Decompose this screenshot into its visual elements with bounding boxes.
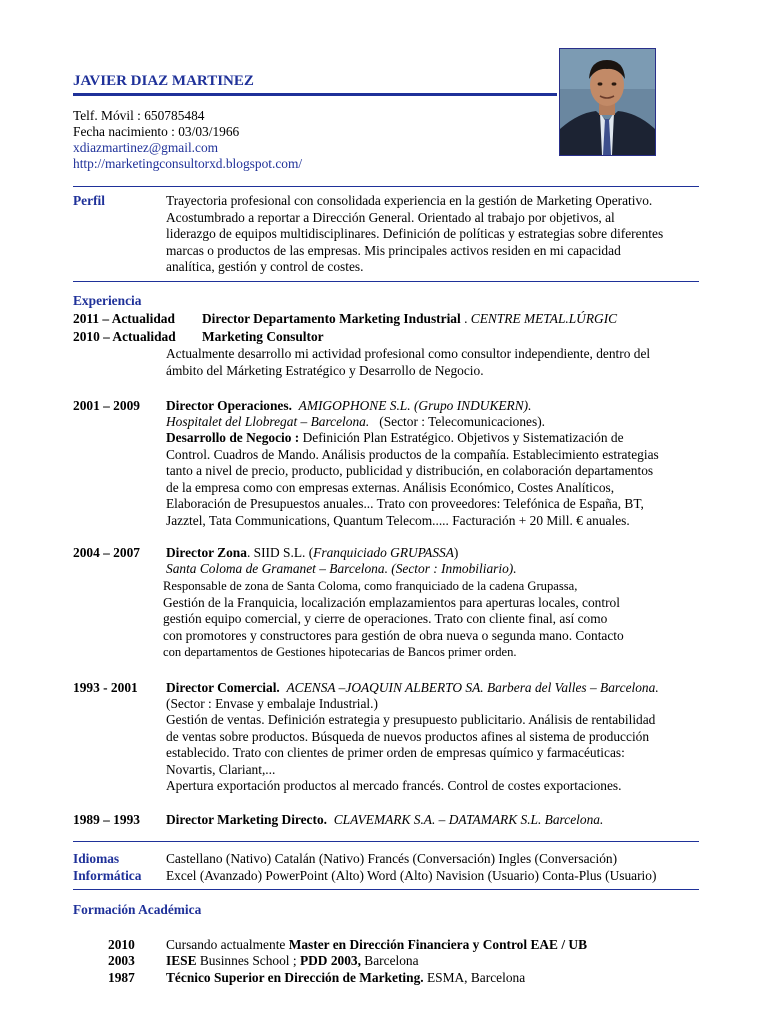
email-link[interactable]: xdiazmartinez@gmail.com — [73, 140, 219, 155]
idiomas-label: Idiomas — [73, 851, 120, 866]
job-description-line — [166, 430, 659, 447]
portrait-photo — [559, 48, 656, 156]
experience-title — [166, 680, 659, 697]
job-description-line: con departamentos de Gestiones hipotecarias de Bancos primer orden. — [163, 645, 517, 659]
education-entry — [166, 937, 587, 954]
job-role: Director Departamento Marketing Industrial — [202, 311, 461, 326]
experience-years: 2004 – 2007 — [73, 545, 140, 560]
section-divider — [73, 281, 699, 282]
idiomas-text: Castellano (Nativo) Catalán (Nativo) Francés (Conversación) Ingles (Conversación) — [166, 851, 618, 866]
job-company: . SIID S.L. ( — [246, 545, 314, 560]
education-school: Businnes School ; — [196, 953, 300, 968]
blog-link[interactable]: http://marketingconsultorxd.blogspot.com/ — [73, 156, 303, 171]
perfil-line: Acostumbrado a reportar a Dirección General. Orientado al trabajo por objetivos, al — [166, 209, 615, 225]
job-company-close: ) — [453, 545, 459, 560]
section-divider — [73, 841, 699, 842]
job-description-line: gestión equipo comercial, y cierre de operaciones. Trato con cliente final, así como — [163, 611, 608, 626]
job-separator: . — [460, 311, 471, 326]
experience-years: 1993 - 2001 — [73, 680, 138, 695]
phone-text: Telf. Móvil : 650785484 — [73, 108, 205, 123]
job-description-line: Control. Cuadros de Mando. Análisis productos de la compañía. Establecimiento estrategias — [166, 446, 659, 462]
experience-years: 2010 – Actualidad — [73, 329, 176, 344]
education-year: 2003 — [108, 953, 135, 968]
perfil-line: analítica, gestión y control de costes. — [166, 259, 364, 274]
job-role: Marketing Consultor — [202, 329, 324, 344]
informatica-label: Informática — [73, 868, 142, 883]
job-location: Hospitalet del Llobregat – Barcelona. — [166, 414, 370, 429]
job-sector: (Sector : Envase y embalaje Industrial.) — [166, 696, 378, 711]
education-entry — [166, 953, 419, 970]
job-company: AMIGOPHONE S.L. (Grupo INDUKERN). — [298, 398, 532, 413]
job-role: Director Zona — [166, 545, 247, 560]
experiencia-label: Experiencia — [73, 293, 142, 308]
job-description-lead: Desarrollo de Negocio : — [166, 430, 300, 445]
job-description-line: ámbito del Márketing Estratégico y Desarrollo de Negocio. — [166, 362, 484, 378]
education-year: 1987 — [108, 970, 135, 985]
job-description-rest: Definición Plan Estratégico. Objetivos y Sistematización de — [299, 430, 624, 445]
job-description — [163, 578, 624, 661]
perfil-line: liderazgo de equipos multidisciplinares. Definición de políticas y estrategias sobre diferentes — [166, 226, 664, 241]
perfil-line: marcas o productos de las empresas. Mis principales activos residen en mi capacidad — [166, 242, 621, 258]
education-year: 2010 — [108, 937, 135, 952]
job-role: Director Operaciones. — [166, 398, 292, 413]
experience-title — [166, 812, 603, 829]
experience-years: 1989 – 1993 — [73, 812, 140, 827]
job-description — [166, 430, 659, 529]
experience-title — [166, 398, 531, 415]
job-description-line: Novartis, Clariant,... — [166, 761, 276, 777]
section-divider — [73, 889, 699, 890]
experience-years: 2011 – Actualidad — [73, 311, 175, 326]
job-description-line: de la empresa como con empresas externas. Análisis Económico, Costes Analíticos, — [166, 479, 615, 495]
job-sector: (Sector : Telecomunicaciones). — [379, 414, 546, 429]
experience-years: 2001 – 2009 — [73, 398, 140, 413]
job-company: CENTRE METAL.LÚRGIC — [470, 311, 618, 326]
portrait-photo-icon — [560, 49, 655, 155]
job-description-line: Gestión de ventas. Definición estrategia y presupuesto publicitario. Análisis de rentabilidad — [166, 712, 656, 727]
job-description-line: con promotores y constructores para gestión de obra nueva o segunda mano. Contacto — [163, 627, 624, 643]
header-divider — [73, 93, 557, 96]
formacion-label: Formación Académica — [73, 902, 202, 917]
job-description-line: Apertura exportación productos al mercado francés. Control de costes exportaciones. — [166, 778, 622, 793]
job-description-line: establecido. Trato con clientes de primer orden de empresas químico y farmacéuticas: — [166, 745, 625, 760]
education-plain: Cursando actualmente — [166, 937, 289, 952]
section-divider — [73, 186, 699, 187]
job-description-line: de ventas sobre productos. Búsqueda de nuevos productos afines al sistema de producción — [166, 728, 650, 744]
education-program: PDD 2003, — [299, 953, 361, 968]
job-description-line: Actualmente desarrollo mi actividad profesional como consultor independiente, dentro del — [166, 346, 651, 361]
perfil-label: Perfil — [73, 193, 105, 208]
job-company: CLAVEMARK S.A. – DATAMARK S.L. Barcelona. — [333, 812, 604, 827]
job-description — [166, 712, 655, 795]
informatica-text: Excel (Avanzado) PowerPoint (Alto) Word (Alto) Navision (Usuario) Conta-Plus (Usuario) — [166, 868, 657, 883]
job-description-line: tanto a nivel de precio, producto, publicidad y distribución, en colaboración departamentos — [166, 463, 654, 478]
job-description-line: Elaboración de Presupuestos anuales... Trato con proveedores: Telefónica de España, BT, — [166, 496, 644, 511]
perfil-line: Trayectoria profesional con consolidada experiencia en la gestión de Marketing Operativo. — [166, 193, 653, 208]
job-company-italic: Franquiciado GRUPASSA — [313, 545, 454, 560]
job-location-row — [166, 414, 545, 431]
education-entry — [166, 970, 525, 987]
education-title: Técnico Superior en Dirección de Marketing. — [166, 970, 424, 985]
job-description — [166, 346, 650, 379]
experience-title — [202, 311, 617, 328]
education-city: Barcelona — [360, 953, 419, 968]
job-role: Director Comercial. — [166, 680, 280, 695]
perfil-text — [166, 193, 663, 276]
job-role: Director Marketing Directo. — [166, 812, 328, 827]
experience-title — [166, 545, 458, 562]
job-company: ACENSA –JOAQUIN ALBERTO SA. Barbera del Valles – Barcelona. — [286, 680, 659, 695]
education-title: Master en Dirección Financiera y Control EAE / UB — [288, 937, 587, 952]
candidate-name: JAVIER DIAZ MARTINEZ — [73, 73, 254, 89]
job-description-line: Gestión de la Franquicia, localización emplazamientos para aperturas locales, control — [163, 594, 620, 610]
birthdate-text: Fecha nacimiento : 03/03/1966 — [73, 124, 240, 139]
job-description-line: Responsable de zona de Santa Coloma, como franquiciado de la cadena Grupassa, — [163, 579, 578, 593]
education-school: ESMA, Barcelona — [423, 970, 526, 985]
job-location: Santa Coloma de Gramanet – Barcelona. (Sector : Inmobiliario). — [166, 561, 517, 576]
job-description-line: Jazztel, Tata Communications, Quantum Telecom..... Facturación + 20 Mill. € anuales. — [166, 512, 630, 528]
education-title: IESE — [166, 953, 197, 968]
